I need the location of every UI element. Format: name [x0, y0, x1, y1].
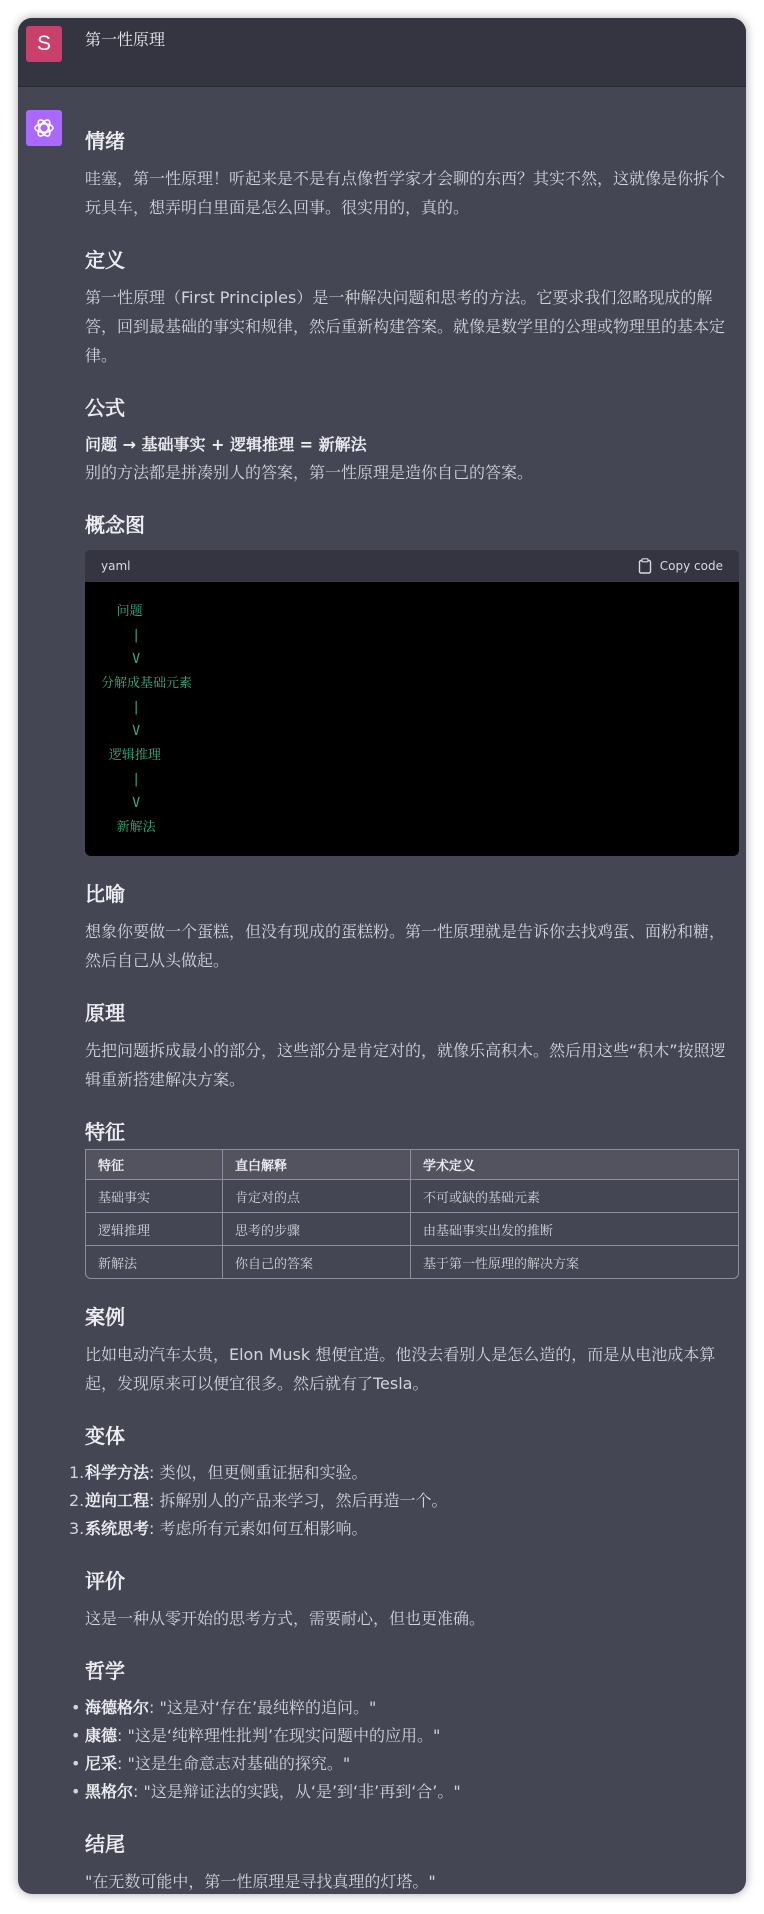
code-line: V — [101, 724, 141, 739]
table-cell: 基于第一性原理的解决方案 — [411, 1246, 739, 1279]
philosophy-list — [71, 1694, 739, 1806]
philosopher-name: 尼采 — [85, 1754, 118, 1773]
formula-expression: 问题 → 基础事实 + 逻辑推理 = 新解法 — [85, 435, 367, 454]
case-text: 比如电动汽车太贵，Elon Musk 想便宜造。他没去看别人是怎么造的，而是从电池成本算起，发现原来可以便宜很多。然后就有了Tesla。 — [85, 1345, 716, 1393]
formula-text: 别的方法都是拼凑别人的答案，第一性原理是造你自己的答案。 — [85, 463, 534, 482]
list-item — [71, 1694, 739, 1722]
copy-code-label: Copy code — [659, 559, 723, 573]
list-item — [69, 1487, 739, 1515]
table-cell: 逻辑推理 — [85, 1213, 223, 1246]
philosopher-quote: : "这是辩证法的实践，从‘是’到‘非’再到‘合’。" — [133, 1782, 461, 1801]
heading-variants: 变体 — [85, 1424, 125, 1448]
list-item — [71, 1722, 739, 1750]
code-line: | — [101, 628, 141, 643]
table-cell: 由基础事实出发的推断 — [411, 1213, 739, 1246]
list-number: 3. — [69, 1519, 85, 1538]
table-header-row — [85, 1149, 739, 1180]
variants-list — [69, 1459, 739, 1543]
heading-principle: 原理 — [85, 1001, 125, 1025]
code-header — [85, 550, 739, 582]
table-header-cell: 直白解释 — [223, 1149, 411, 1180]
code-line: 新解法 — [101, 820, 156, 835]
table-cell: 思考的步骤 — [223, 1213, 411, 1246]
philosopher-quote: : "这是对‘存在’最纯粹的追问。" — [149, 1698, 377, 1717]
metaphor-text: 想象你要做一个蛋糕，但没有现成的蛋糕粉。第一性原理就是告诉你去找鸡蛋、面粉和糖，然后自己从头做起。 — [85, 922, 726, 970]
heading-concept-map: 概念图 — [85, 513, 145, 537]
code-line: V — [101, 796, 141, 811]
emotion-text: 哇塞，第一性原理！听起来是不是有点像哲学家才会聊的东西？其实不然，这就像是你拆个玩具车，想弄明白里面是怎么回事。很实用的，真的。 — [85, 169, 726, 217]
heading-ending: 结尾 — [85, 1832, 125, 1856]
code-line: | — [101, 700, 141, 715]
variant-name: 科学方法 — [85, 1463, 150, 1482]
list-number: 1. — [69, 1463, 85, 1482]
bullet-icon: • — [71, 1698, 81, 1717]
features-table — [85, 1149, 739, 1279]
code-line: 问题 — [101, 604, 143, 619]
table-cell: 新解法 — [85, 1246, 223, 1279]
heading-metaphor: 比喻 — [85, 882, 125, 906]
philosopher-quote: : "这是‘纯粹理性批判’在现实问题中的应用。" — [117, 1726, 441, 1745]
evaluation-text: 这是一种从零开始的思考方式，需要耐心，但也更准确。 — [85, 1609, 486, 1628]
code-content — [85, 582, 739, 856]
table-header-cell: 学术定义 — [411, 1149, 739, 1180]
table-cell: 肯定对的点 — [223, 1180, 411, 1213]
table-cell: 不可或缺的基础元素 — [411, 1180, 739, 1213]
list-item — [71, 1750, 739, 1778]
bullet-icon: • — [71, 1726, 81, 1745]
list-item — [69, 1515, 739, 1543]
philosopher-name: 康德 — [85, 1726, 118, 1745]
heading-formula: 公式 — [85, 396, 125, 420]
philosopher-quote: : "这是生命意志对基础的探究。" — [117, 1754, 351, 1773]
chat-window — [18, 18, 746, 1894]
user-message-text: 第一性原理 — [85, 30, 166, 49]
heading-emotion: 情绪 — [85, 129, 125, 153]
table-cell: 你自己的答案 — [223, 1246, 411, 1279]
code-line: 逻辑推理 — [101, 748, 161, 763]
list-item — [69, 1459, 739, 1487]
variant-desc: : 考虑所有元素如何互相影响。 — [149, 1519, 368, 1538]
heading-evaluation: 评价 — [85, 1569, 125, 1593]
heading-features: 特征 — [85, 1120, 125, 1144]
code-block — [85, 550, 739, 856]
table-row — [85, 1246, 739, 1279]
list-number: 2. — [69, 1491, 85, 1510]
user-avatar: S — [26, 26, 62, 62]
clipboard-icon — [638, 558, 652, 574]
code-line: | — [101, 772, 141, 787]
heading-philosophy: 哲学 — [85, 1659, 125, 1683]
variant-name: 系统思考 — [85, 1519, 150, 1538]
bullet-icon: • — [71, 1754, 81, 1773]
user-message-row — [18, 18, 746, 87]
ending-text: "在无数可能中，第一性原理是寻找真理的灯塔。" — [85, 1872, 436, 1891]
heading-definition: 定义 — [85, 248, 125, 272]
table-row — [85, 1180, 739, 1213]
code-language: yaml — [101, 559, 131, 573]
bullet-icon: • — [71, 1782, 81, 1801]
code-line: V — [101, 652, 141, 667]
code-line: 分解成基础元素 — [101, 676, 193, 691]
heading-case: 案例 — [85, 1305, 125, 1329]
table-cell: 基础事实 — [85, 1180, 223, 1213]
definition-text: 第一性原理（First Principles）是一种解决问题和思考的方法。它要求我们忽略现成的解答，回到最基础的事实和规律，然后重新构建答案。就像是数学里的公理或物理里的基本定律。 — [85, 288, 726, 365]
assistant-response — [69, 128, 739, 1894]
principle-text: 先把问题拆成最小的部分，这些部分是肯定对的，就像乐高积木。然后用这些“积木”按照逻辑重新搭建解决方案。 — [85, 1041, 726, 1089]
openai-logo-icon — [26, 110, 62, 146]
table-row — [85, 1213, 739, 1246]
list-item — [71, 1778, 739, 1806]
variant-name: 逆向工程 — [85, 1491, 150, 1510]
variant-desc: : 拆解别人的产品来学习，然后再造一个。 — [149, 1491, 448, 1510]
philosopher-name: 黑格尔 — [85, 1782, 134, 1801]
copy-code-button[interactable] — [638, 558, 723, 574]
variant-desc: : 类似，但更侧重证据和实验。 — [149, 1463, 368, 1482]
philosopher-name: 海德格尔 — [85, 1698, 150, 1717]
table-header-cell: 特征 — [85, 1149, 223, 1180]
